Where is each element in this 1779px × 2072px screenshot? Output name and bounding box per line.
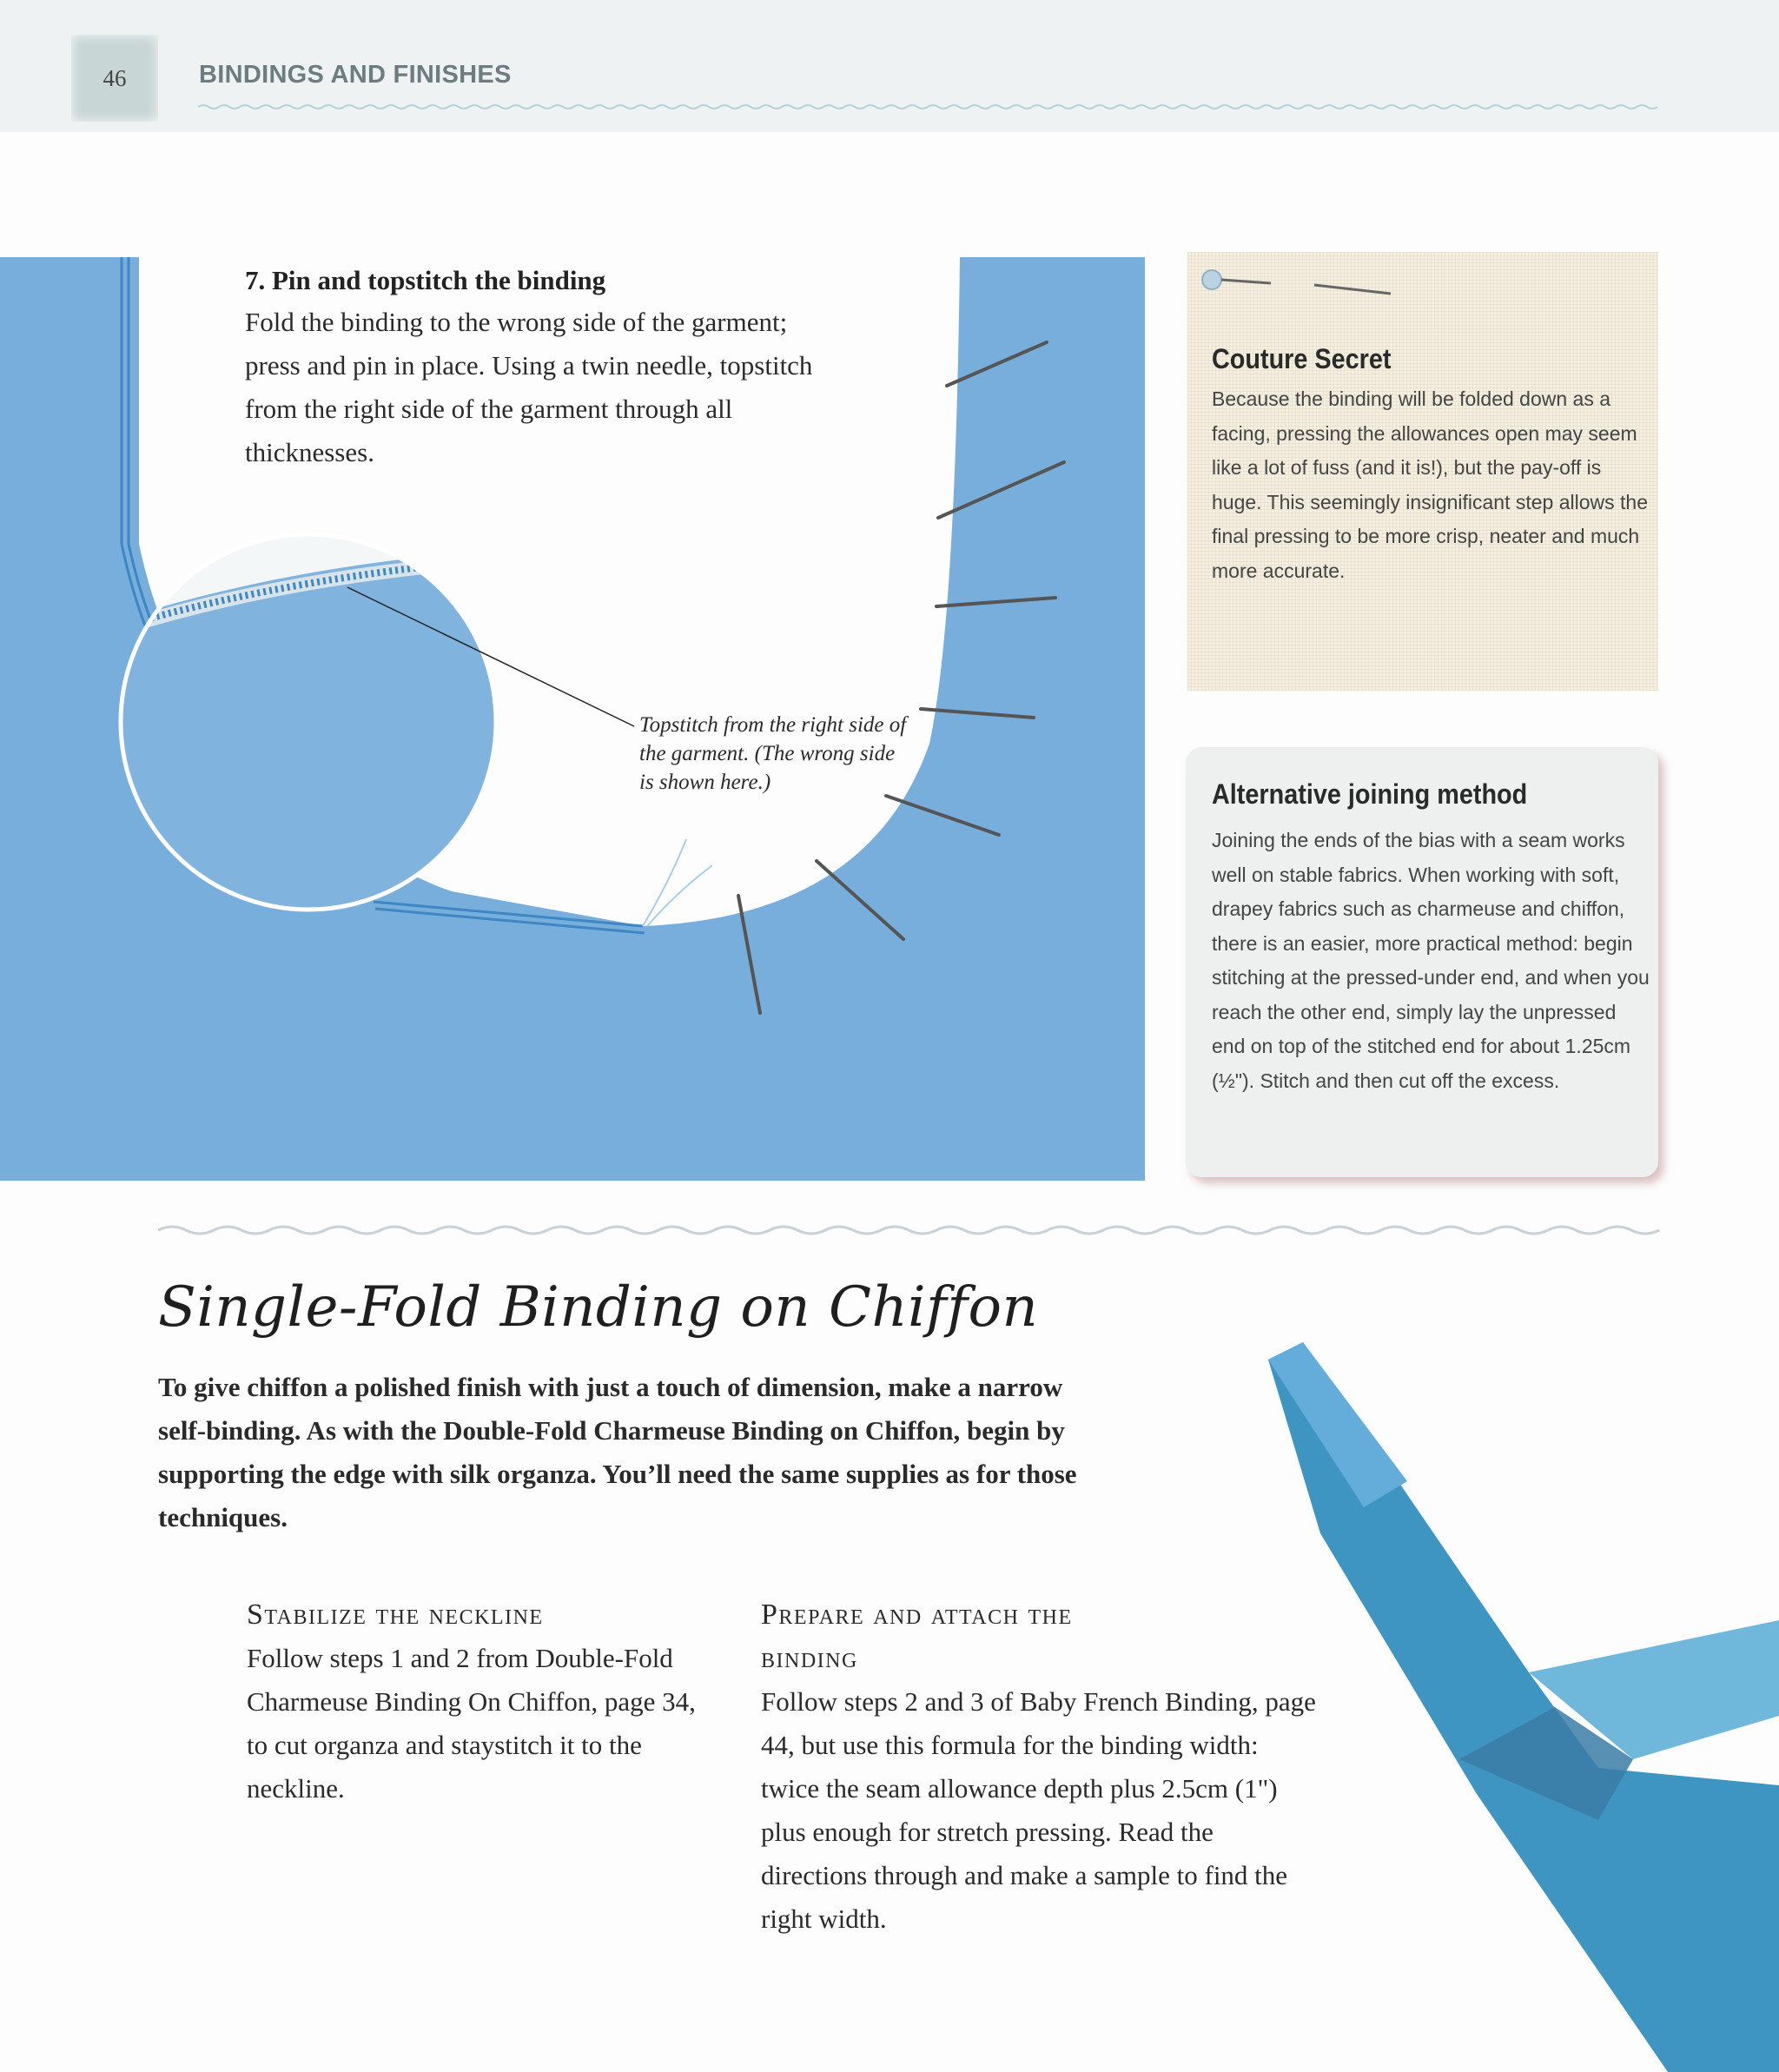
couture-secret-heading: Couture Secret (1212, 343, 1392, 374)
stabilize-column (247, 1593, 698, 1811)
step-7 (245, 261, 836, 474)
section-divider (158, 1223, 1663, 1237)
page-header (0, 0, 1779, 132)
section-intro: To give chiffon a polished finish with just a touch of dimension, make a narrow self-binding. As with the Double-Fold Charmeuse Binding on Chiffon, begin by supporting the edge with silk organza. You’ll need the same supplies as for those techniques. (158, 1372, 1077, 1532)
alternative-method-box (1186, 747, 1658, 1177)
alternative-method-heading: Alternative joining method (1212, 778, 1528, 810)
section-header: BINDINGS AND FINISHES (199, 61, 512, 89)
section-title: Single-Fold Binding on Chiffon (158, 1275, 1039, 1340)
prepare-body: Follow steps 2 and 3 of Baby French Binding, page 44, but use this formula for the binding width: twice the seam allowance depth plus 2.5cm (1") plus enough for stretch pressing. Read the directions through and make a sample to find the right width. (761, 1686, 1316, 1934)
header-wave-rule (198, 103, 1659, 111)
page-number: 46 (71, 35, 158, 122)
couture-secret-box (1187, 252, 1658, 691)
prepare-heading: Prepare and attach the binding (761, 1599, 1073, 1674)
step-body: Fold the binding to the wrong side of the garment; press and pin in place. Using a twin needle, topstitch from the right side of the garment through all thicknesses. (245, 307, 813, 467)
alternative-method-body: Joining the ends of the bias with a seam works well on stable fabrics. When working with soft, drapey fabrics such as charmeuse and chiffon, there is an easier, more practical method: begin stitching at the pressed-under end, and when you reach the other end, simply lay the unpressed end on top of the stitched end for about 1.25cm (½"). Stitch and then cut off the excess. (1212, 829, 1650, 1092)
couture-secret-body: Because the binding will be folded down as a facing, pressing the allowances open may seem like a lot of fuss (and it is!), but the pay-off is huge. This seemingly insignificant step allows the final pressing to be more crisp, neater and much more accurate. (1212, 387, 1649, 582)
pin-icon (1193, 252, 1401, 304)
photo-callout: Topstitch from the right side of the garment. (The wrong side is shown here.) (639, 713, 907, 794)
stabilize-heading: Stabilize the neckline (247, 1599, 544, 1631)
step-title: 7. Pin and topstitch the binding (245, 265, 606, 295)
stabilize-body: Follow steps 1 and 2 from Double-Fold Charmeuse Binding On Chiffon, page 34, to cut organza and staystitch it to the neckline. (247, 1643, 696, 1804)
prepare-column (761, 1593, 1317, 1941)
